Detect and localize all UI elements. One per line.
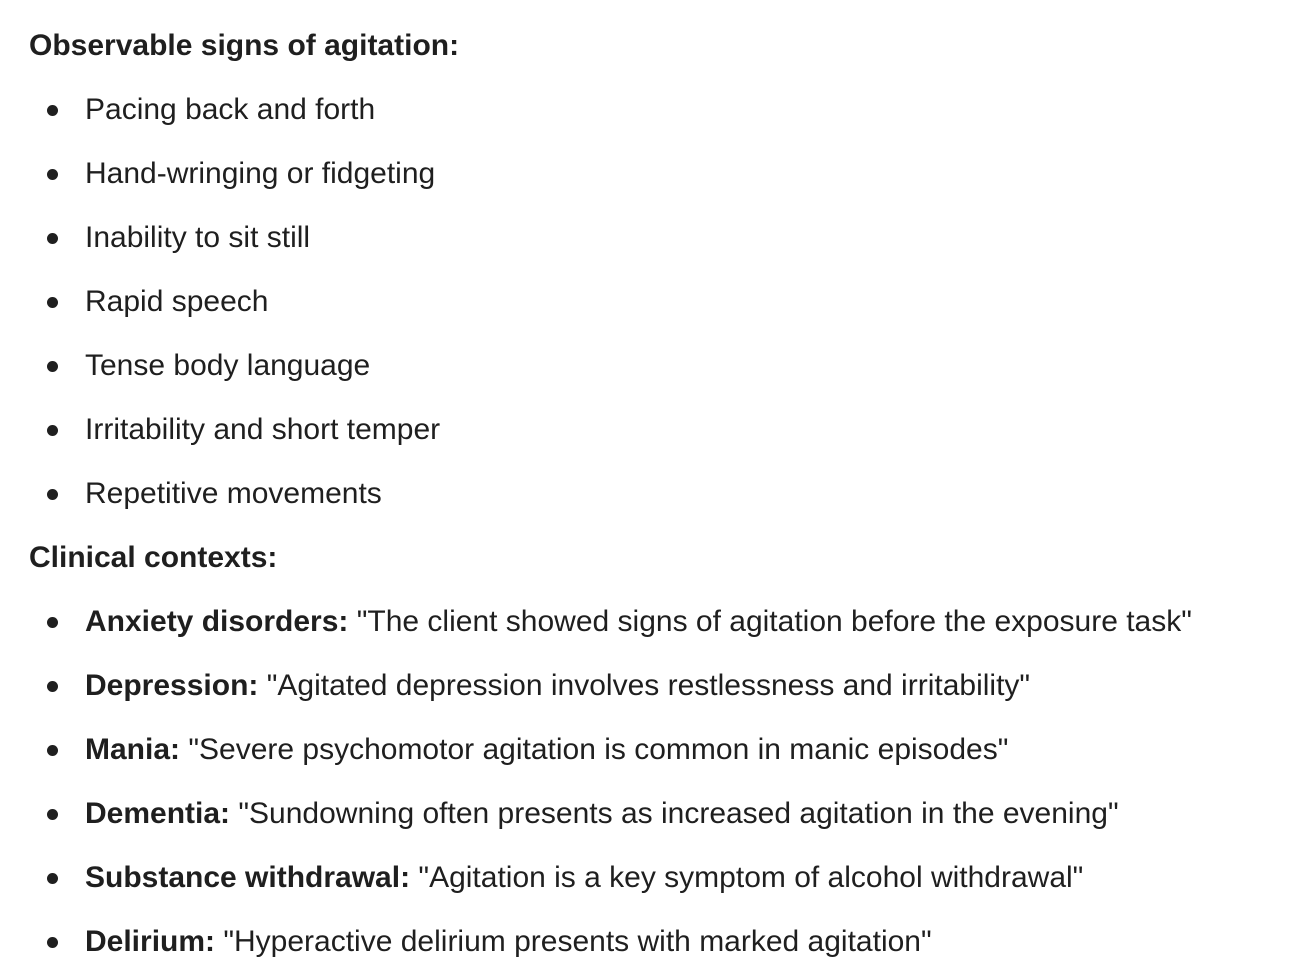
bullet-icon bbox=[47, 233, 58, 244]
bullet-icon bbox=[47, 105, 58, 116]
bullet-icon bbox=[47, 425, 58, 436]
bullet-icon bbox=[47, 617, 58, 628]
list-item-text: "Agitated depression involves restlessness and irritability" bbox=[258, 669, 1031, 702]
list-item bbox=[29, 846, 1304, 910]
list-item-text: Irritability and short temper bbox=[85, 413, 441, 446]
bullet-icon bbox=[47, 745, 58, 756]
list-item bbox=[29, 718, 1304, 782]
list-item bbox=[29, 782, 1304, 846]
list-item bbox=[29, 590, 1304, 654]
list-item-text: "The client showed signs of agitation before the exposure task" bbox=[348, 605, 1192, 638]
bullet-icon bbox=[47, 809, 58, 820]
bullet-icon bbox=[47, 169, 58, 180]
list-item-term: Mania: bbox=[85, 733, 181, 766]
contexts-list bbox=[29, 590, 1304, 974]
list-item bbox=[29, 654, 1304, 718]
bullet-icon bbox=[47, 873, 58, 884]
section-heading-signs: Observable signs of agitation: bbox=[29, 29, 460, 62]
bullet-icon bbox=[47, 297, 58, 308]
list-item-term: Depression: bbox=[85, 669, 259, 702]
list-item bbox=[29, 270, 1304, 334]
list-item bbox=[29, 398, 1304, 462]
list-item-text: "Hyperactive delirium presents with marked agitation" bbox=[215, 925, 932, 958]
bullet-icon bbox=[47, 937, 58, 948]
signs-list bbox=[29, 78, 1304, 526]
list-item-text: Repetitive movements bbox=[85, 477, 382, 510]
list-item-term: Dementia: bbox=[85, 797, 231, 830]
list-item bbox=[29, 462, 1304, 526]
bullet-icon bbox=[47, 361, 58, 372]
list-item-text: Tense body language bbox=[85, 349, 371, 382]
list-item bbox=[29, 910, 1304, 974]
bullet-icon bbox=[47, 681, 58, 692]
list-item-term: Substance withdrawal: bbox=[85, 861, 411, 894]
list-item-text: Pacing back and forth bbox=[85, 93, 376, 126]
list-item-text: Hand-wringing or fidgeting bbox=[85, 157, 436, 190]
list-item-text: Rapid speech bbox=[85, 285, 269, 318]
list-item bbox=[29, 334, 1304, 398]
section-heading-contexts: Clinical contexts: bbox=[29, 541, 278, 574]
list-item bbox=[29, 206, 1304, 270]
list-item bbox=[29, 78, 1304, 142]
list-item-text: "Agitation is a key symptom of alcohol withdrawal" bbox=[410, 861, 1084, 894]
list-item-term: Anxiety disorders: bbox=[85, 605, 349, 638]
list-item bbox=[29, 142, 1304, 206]
bullet-icon bbox=[47, 489, 58, 500]
list-item-term: Delirium: bbox=[85, 925, 216, 958]
list-item-text: "Severe psychomotor agitation is common in manic episodes" bbox=[180, 733, 1009, 766]
list-item-text: Inability to sit still bbox=[85, 221, 311, 254]
list-item-text: "Sundowning often presents as increased agitation in the evening" bbox=[230, 797, 1119, 830]
